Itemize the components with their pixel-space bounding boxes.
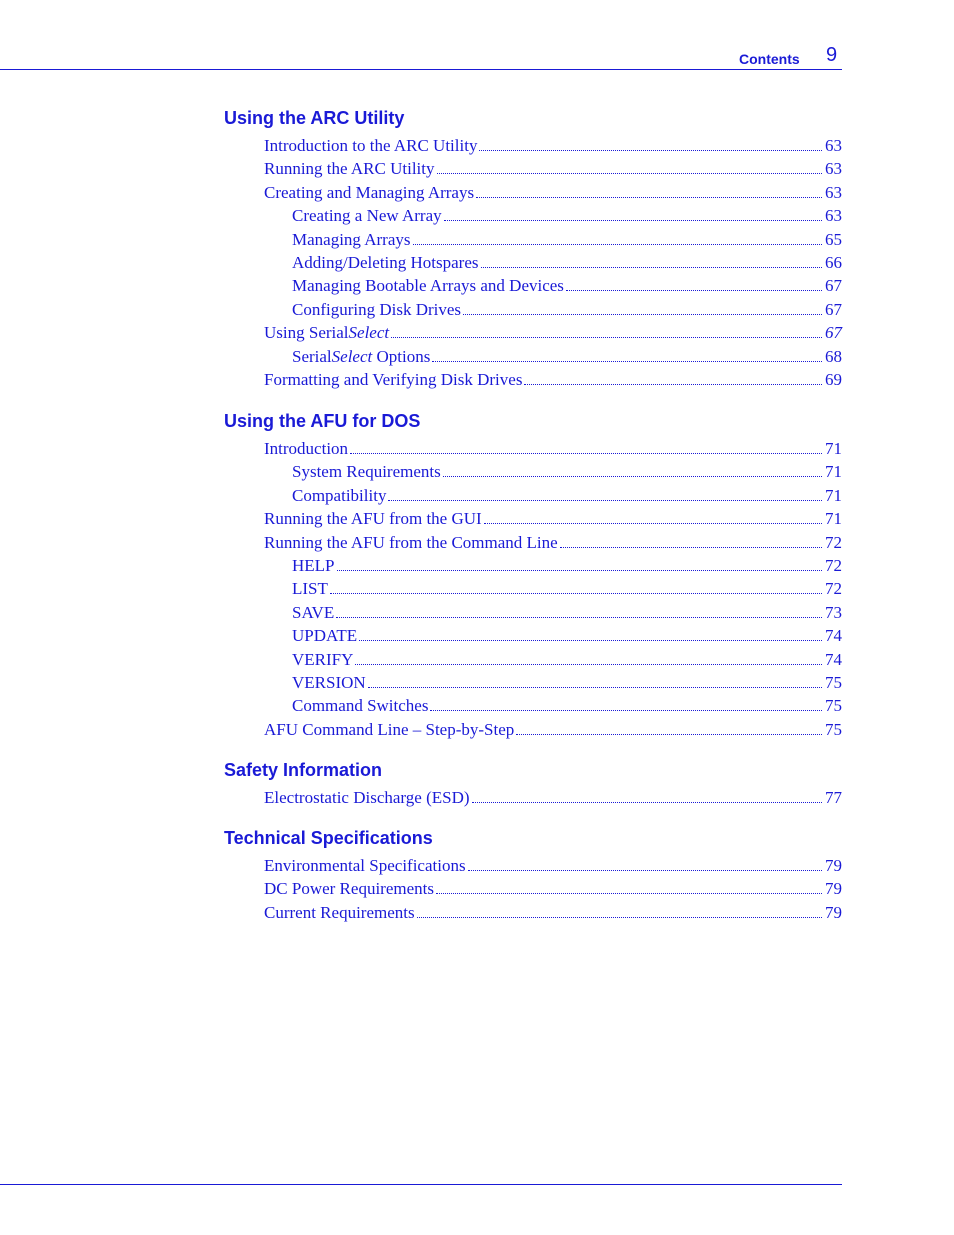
toc-entry-label: Configuring Disk Drives [292, 299, 462, 319]
toc-entry[interactable] [292, 229, 842, 251]
toc-entry[interactable] [264, 135, 842, 157]
toc-entry[interactable] [264, 787, 842, 809]
toc-entry[interactable] [292, 695, 842, 717]
toc-entry-label: Current Requirements [264, 902, 415, 922]
toc-entry-page: 65 [825, 229, 842, 249]
toc-entry-label: Running the AFU from the GUI [264, 509, 482, 529]
toc-entry-label: AFU Command Line – Step-by-Step [264, 719, 515, 739]
toc-entry-page: 63 [825, 206, 842, 226]
toc-entry-label: Running the ARC Utility [264, 159, 435, 179]
toc-entry-page: 67 [825, 299, 842, 319]
dot-leader [472, 801, 822, 803]
section-title: Technical Specifications [224, 828, 433, 848]
dot-leader [330, 592, 822, 594]
toc-entry[interactable] [264, 182, 842, 204]
toc-entry[interactable] [292, 602, 842, 624]
toc-entry-label: Electrostatic Discharge (ESD) [264, 788, 470, 807]
dot-leader [388, 499, 822, 501]
toc-entry-label: SerialSelect Options [292, 346, 431, 366]
toc-entry-page: 79 [825, 856, 842, 875]
toc-entry[interactable] [292, 205, 842, 227]
dot-leader [436, 892, 822, 894]
toc-entry-label: Formatting and Verifying Disk Drives [264, 370, 523, 389]
toc-entry-label: LIST [292, 579, 328, 599]
toc-entry-page: 72 [825, 579, 842, 599]
section-title: Using the AFU for DOS [224, 411, 421, 431]
toc-entry-page: 79 [825, 902, 842, 922]
toc-entry-label: Creating and Managing Arrays [264, 182, 475, 202]
dot-leader [417, 916, 822, 918]
dot-leader [355, 663, 822, 665]
toc-entry-label: Managing Arrays [292, 229, 411, 249]
toc-entry-page: 66 [825, 253, 842, 272]
toc-entry-page: 71 [825, 462, 842, 482]
toc-entry-page: 63 [825, 136, 842, 155]
section-title: Using the ARC Utility [224, 108, 405, 128]
toc-entry-page: 67 [825, 276, 842, 296]
toc-entry-label: Managing Bootable Arrays and Devices [292, 276, 564, 296]
toc-entry-label: Adding/Deleting Hotspares [292, 253, 479, 272]
toc-entry[interactable] [292, 625, 842, 647]
dot-leader [413, 243, 822, 245]
dot-leader [484, 522, 822, 524]
toc-entry-page: 75 [825, 719, 842, 739]
toc-entry-label: Introduction [264, 439, 349, 458]
toc-entry-label: Compatibility [292, 485, 387, 505]
dot-leader [337, 569, 823, 571]
toc-entry[interactable] [292, 578, 842, 600]
toc-entry-label: Running the AFU from the Command Line [264, 532, 558, 552]
dot-leader [463, 313, 822, 315]
toc-entry[interactable] [292, 299, 842, 321]
toc-entry-page: 75 [825, 673, 842, 692]
toc-entry[interactable] [264, 878, 842, 900]
toc-entry-label: VERSION [292, 673, 366, 692]
dot-leader [430, 709, 822, 711]
running-header-title: Contents [739, 51, 800, 67]
dot-leader [437, 172, 823, 174]
toc-entry-page: 73 [825, 602, 842, 622]
toc-entry[interactable] [264, 508, 842, 530]
toc-entry[interactable] [264, 902, 842, 924]
toc-entry-page: 79 [825, 879, 842, 899]
toc-entry-page: 71 [825, 439, 842, 458]
dot-leader [481, 266, 823, 268]
toc-entry-page: 72 [825, 556, 842, 575]
toc-entry[interactable] [292, 275, 842, 297]
toc-entry-label: UPDATE [292, 626, 358, 646]
dot-leader [391, 336, 822, 338]
toc-entry[interactable] [292, 672, 842, 694]
toc-entry-label: Command Switches [292, 696, 429, 716]
toc-entry[interactable] [264, 369, 842, 391]
dot-leader [476, 196, 822, 198]
dot-leader [443, 475, 822, 477]
toc-entry-label: Using SerialSelect [264, 323, 390, 343]
dot-leader [359, 639, 822, 641]
toc-entry-page: 63 [825, 159, 842, 179]
toc-entry[interactable] [292, 252, 842, 274]
toc-entry-page: 74 [825, 649, 842, 669]
toc-entry-page: 75 [825, 696, 842, 716]
header-rule [0, 69, 842, 70]
toc-entry[interactable] [292, 649, 842, 671]
running-header-page-number: 9 [826, 44, 838, 66]
footer-rule [0, 1184, 842, 1185]
toc-entry-label: VERIFY [292, 649, 354, 669]
toc-entry[interactable] [264, 438, 842, 460]
toc-entry[interactable] [264, 855, 842, 877]
toc-entry[interactable] [292, 555, 842, 577]
toc-entry-page: 67 [825, 323, 842, 343]
toc-entry-label: Creating a New Array [292, 206, 442, 226]
toc-entry-label: Introduction to the ARC Utility [264, 136, 478, 155]
dot-leader [479, 149, 822, 151]
dot-leader [350, 452, 822, 454]
toc-entry-label: SAVE [292, 602, 335, 622]
section-title: Safety Information [224, 760, 383, 780]
toc-entry-page: 77 [825, 788, 842, 807]
toc-entry[interactable] [292, 461, 842, 483]
dot-leader [516, 733, 822, 735]
toc-entry[interactable] [264, 719, 842, 741]
dot-leader [336, 616, 822, 618]
toc-entry-page: 68 [825, 346, 842, 366]
toc-entry-label: System Requirements [292, 462, 441, 482]
dot-leader [468, 869, 822, 871]
toc-entry-label: DC Power Requirements [264, 879, 434, 899]
dot-leader [432, 360, 822, 362]
toc-entry[interactable] [264, 158, 842, 180]
toc-entry-page: 72 [825, 532, 842, 552]
toc-entry-label: Environmental Specifications [264, 856, 466, 875]
toc-entry[interactable] [264, 322, 842, 344]
toc-entry-page: 69 [825, 370, 842, 389]
toc-entry-page: 63 [825, 182, 842, 202]
dot-leader [368, 686, 822, 688]
toc-entry-page: 74 [825, 626, 842, 646]
toc-entry[interactable] [292, 485, 842, 507]
dot-leader [560, 546, 822, 548]
dot-leader [524, 383, 822, 385]
toc-entry-label: HELP [292, 556, 335, 575]
toc-entry-page: 71 [825, 485, 842, 505]
toc-entry[interactable] [292, 346, 842, 368]
dot-leader [444, 219, 822, 221]
toc-entry[interactable] [264, 532, 842, 554]
dot-leader [566, 289, 822, 291]
toc-entry-page: 71 [825, 509, 842, 529]
